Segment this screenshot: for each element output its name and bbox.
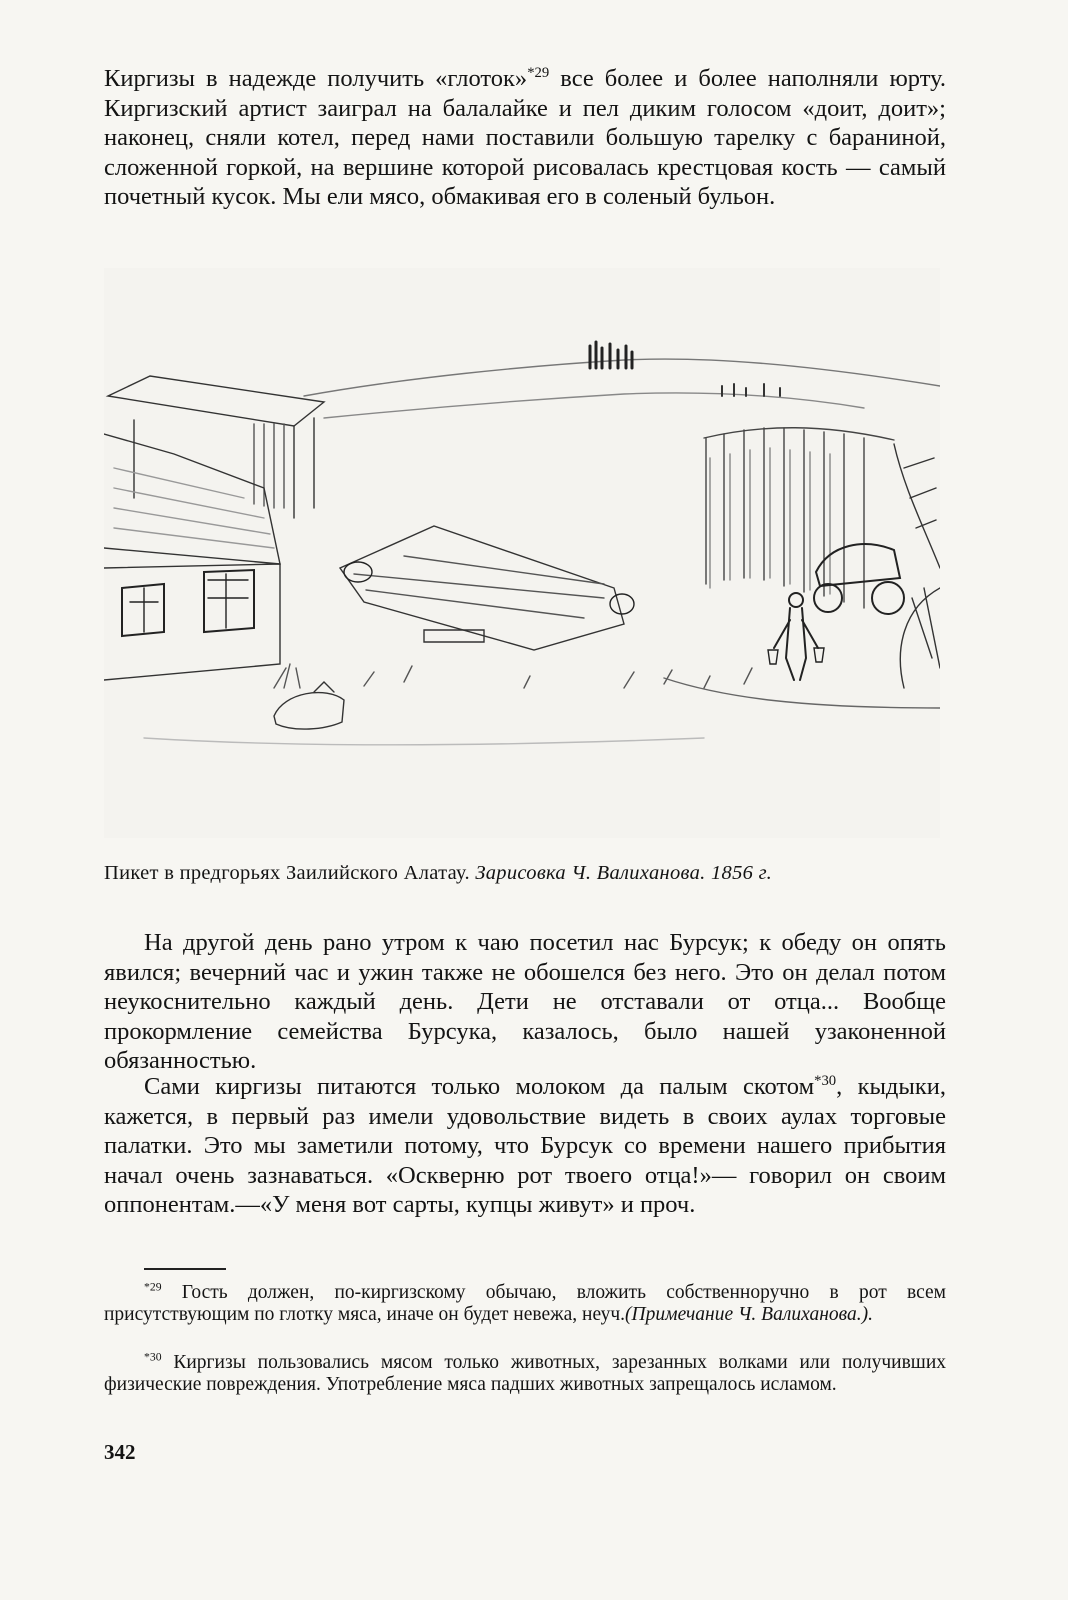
paragraph-top-text-end: все более и более наполняли юрту. Киргизский артист заиграл на балалайке и пел диким голосом «доит, доит»; наконец, сняли котел, перед нами поставили большую тарелку с бараниной, сложенной горкой, на вершине которой рисовалась крестцовая кость — самый почетный кусок. Мы ели мясо, обмакивая его в соленый бульон.	[104, 65, 947, 210]
paragraph-third-text-start: Сами киргизы питаются только молоком да палым скотом	[144, 1073, 815, 1100]
footnote-30-text: Киргизы пользовались мясом только животных, зарезанных волками или получивших физические повреждения. Употребление мяса падших животных запрещалось исламом.	[104, 1352, 946, 1395]
figure-caption	[104, 860, 946, 886]
footnote-29-mark: *29	[144, 1280, 162, 1294]
footnote-30	[104, 1352, 946, 1396]
page-number: 342	[104, 1440, 136, 1464]
footnote-ref-29[interactable]: *29	[527, 64, 550, 81]
sketch-drawing	[104, 268, 940, 838]
footnote-30-mark: *30	[144, 1350, 162, 1364]
paragraph-top-text-start: Киргизы в надежде получить «глоток»	[104, 65, 528, 92]
paragraph-third	[104, 1072, 946, 1220]
footnote-29-note: (Примечание Ч. Валиханова.).	[625, 1304, 873, 1325]
paragraph-third-text-end: , кыдыки, кажется, в первый раз имели удовольствие видеть в своих аулах торговые палатки. Это мы заметили потому, что Бурсук со времени нашего прибытия начал очень зазнаваться. «Оскверню рот твоего отца!»— говорил он своим оппонентам.—«У меня вот сарты, купцы живут» и проч.	[104, 1073, 946, 1218]
caption-credit: Зарисовка Ч. Валиханова. 1856 г.	[475, 862, 773, 884]
caption-title: Пикет в предгорьях Заилийского Алатау.	[104, 862, 476, 884]
footnote-ref-30[interactable]: *30	[814, 1072, 837, 1089]
sketch-illustration	[104, 268, 940, 838]
paragraph-top	[104, 64, 946, 212]
footnote-29	[104, 1282, 946, 1326]
paragraph-second: На другой день рано утром к чаю посетил нас Бурсук; к обеду он опять явился; вечерний час и ужин также не обошелся без него. Это он делал потом неукоснительно каждый день. Дети не отставали от отца... Вообще прокормление семейства Бурсука, казалось, было нашей узаконенной обязанностью.	[104, 929, 946, 1074]
footnote-29-text: Гость должен, по-киргизскому обычаю, вложить собственноручно в рот всем присутствующим по глотку мяса, иначе он будет невежа, неуч.	[104, 1282, 946, 1325]
footnote-divider	[144, 1268, 226, 1270]
